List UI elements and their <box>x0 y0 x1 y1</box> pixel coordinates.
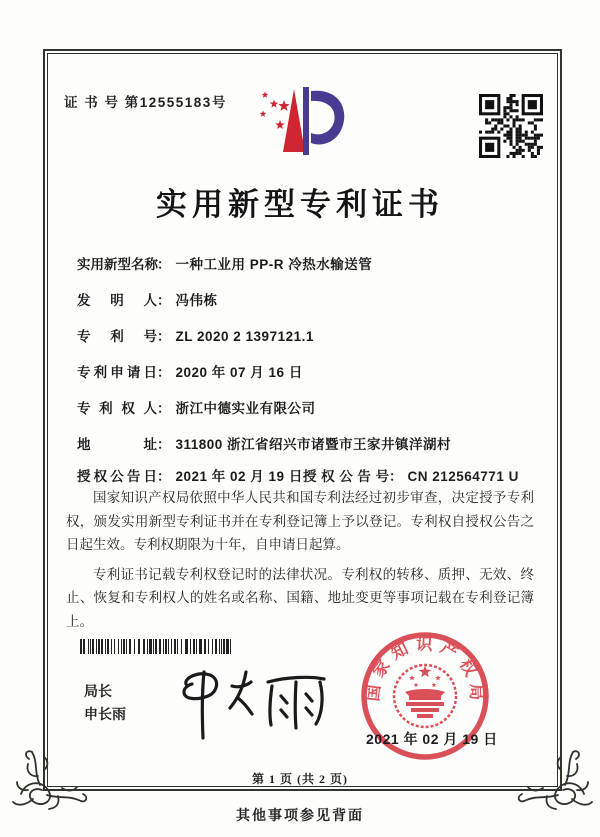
field-colon: ： <box>157 365 171 380</box>
signer-name: 申长雨 <box>84 706 126 722</box>
field-label: 授权公告号 <box>303 469 389 484</box>
field-row-patent-number <box>77 325 314 345</box>
field-row-inventor <box>77 289 218 309</box>
field-row-grant-date <box>77 465 303 485</box>
field-label: 实用新型名称 <box>77 257 158 272</box>
field-label: 地址 <box>77 437 157 452</box>
back-note: 其他事项参见背面 <box>236 809 364 824</box>
signer-title: 局长 <box>84 683 112 699</box>
field-row-address <box>77 433 451 453</box>
field-value: 一种工业用 PP-R 冷热水输送管 <box>175 257 373 272</box>
field-label: 专利号 <box>77 329 157 344</box>
certificate-number: 证 书 号 第12555183号 <box>64 95 227 110</box>
cnipa-patent-logo-icon <box>248 82 352 166</box>
field-label: 发明人 <box>77 293 157 308</box>
field-colon: ： <box>157 293 171 308</box>
page-number: 第 1 页 (共 2 页) <box>252 772 348 786</box>
field-label: 专利申请日 <box>77 365 157 380</box>
field-value: CN 212564771 U <box>407 469 519 484</box>
field-label: 专利权人 <box>77 401 157 416</box>
field-colon: ： <box>157 469 171 484</box>
field-value: 2021 年 02 月 19 日 <box>175 469 303 484</box>
field-row-filing-date <box>77 361 303 381</box>
field-value: 311800 浙江省绍兴市诸暨市王家井镇洋湖村 <box>175 437 452 452</box>
field-value: 浙江中德实业有限公司 <box>175 401 316 416</box>
field-row-patentee <box>77 397 316 417</box>
field-value: ZL 2020 2 1397121.1 <box>175 329 314 344</box>
field-value: 2020 年 07 月 16 日 <box>175 365 303 380</box>
field-row-grant-number <box>303 465 519 485</box>
field-colon: ： <box>157 437 171 452</box>
qr-code-icon <box>479 94 543 158</box>
field-colon: ： <box>389 469 403 484</box>
handwritten-signature-icon <box>168 658 338 743</box>
certificate-title: 实用新型专利证书 <box>156 187 444 222</box>
field-label: 授权公告日 <box>77 469 157 484</box>
field-colon: ： <box>157 329 171 344</box>
barcode-icon <box>80 639 232 654</box>
legal-paragraph: 专利证书记载专利权登记时的法律状况。专利权的转移、质押、无效、终止、恢复和专利权人的姓名或名称、国籍、地址变更等事项记载在专利登记簿上。 <box>66 566 534 629</box>
field-colon: ： <box>157 257 171 272</box>
field-row-name <box>77 253 372 273</box>
legal-paragraph: 国家知识产权局依照中华人民共和国专利法经过初步审查，决定授予专利权，颁发实用新型专利证书并在专利登记簿上予以登记。专利权自授权公告之日起生效。专利权期限为十年，自申请日起算。 <box>66 490 534 552</box>
field-value: 冯伟栋 <box>175 293 218 308</box>
seal-date: 2021 年 02 月 19 日 <box>366 731 498 747</box>
field-colon: ： <box>157 401 171 416</box>
legal-text <box>66 486 534 639</box>
seal-text: 国家知识产权局 <box>364 635 486 707</box>
